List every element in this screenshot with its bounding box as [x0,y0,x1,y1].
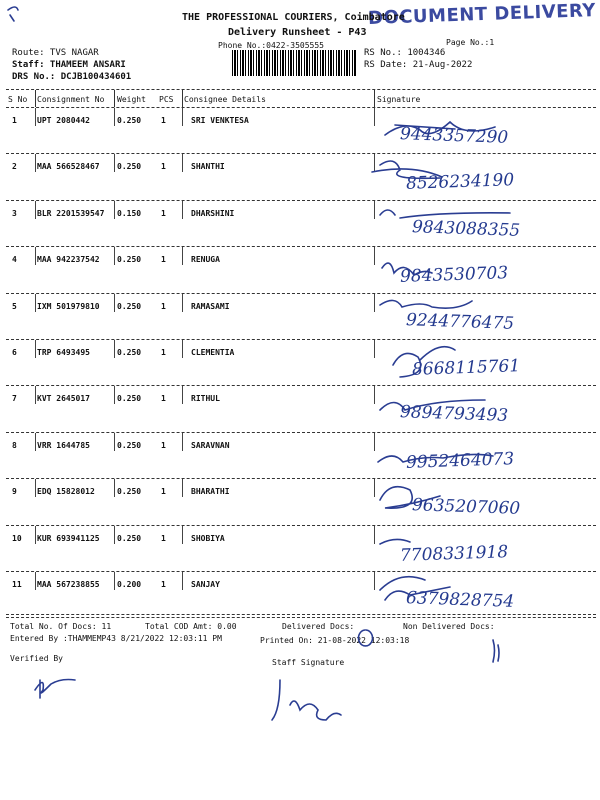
row-sno: 5 [12,301,17,311]
row-sno: 8 [12,440,17,450]
col-sno: S No [8,95,28,104]
row-sno: 2 [12,162,17,172]
row-sno: 11 [12,580,22,589]
row-weight: 0.250 [117,255,142,265]
row-consignee: SARAVNAN [191,440,230,450]
row-consignee: SHANTHI [191,162,225,172]
col-consignee: Consignee Details [184,95,266,104]
row-pcs: 1 [161,487,166,497]
total-cod: Total COD Amt: 0.00 [145,622,237,631]
row-consignment: VRR 1644785 [37,440,90,450]
row-consignee: BHARATHI [191,487,230,497]
staff-name: Staff: THAMEEM ANSARI [12,60,126,70]
row-consignment: KVT 2645017 [37,394,90,404]
row-weight: 0.250 [117,162,142,172]
page-number: Page No.:1 [446,38,495,47]
row-pcs: 1 [161,162,166,172]
row-consignment: IXM 501979810 [37,301,100,311]
row-pcs: 1 [161,533,166,543]
row-sno: 3 [12,208,17,218]
signature-phone: 9894793493 [399,402,509,427]
row-weight: 0.250 [117,301,142,311]
row-pcs: 1 [161,116,166,125]
row-weight: 0.250 [117,348,142,357]
row-consignment: EDQ 15828012 [37,487,95,497]
row-consignment: KUR 693941125 [37,533,100,543]
row-sno: 7 [12,394,17,404]
signature-phone: 8526234190 [405,170,515,195]
col-consignment: Consignment No [37,95,105,104]
staff-signature-label: Staff Signature [272,658,345,667]
row-consignee: SHOBIYA [191,533,225,543]
signature-phone: 9843088355 [411,216,521,241]
col-weight: Weight [117,95,146,104]
row-pcs: 1 [161,580,166,589]
row-consignment: BLR 2201539547 [37,208,105,218]
signature-phone: 8668115761 [411,356,521,380]
printed-on: Printed On: 21-08-2022 12:03:18 [260,636,410,645]
signature-phone: 9635207060 [411,495,521,520]
total-docs: Total No. Of Docs: 11 [10,622,112,631]
row-pcs: 1 [161,301,166,311]
drs-number: DRS No.: DCJB100434601 [12,72,132,82]
route: Route: TVS NAGAR [12,48,99,58]
row-consignee: DHARSHINI [191,208,235,218]
rs-number: RS No.: 1004346 [364,48,446,58]
col-pcs: PCS [159,95,174,104]
row-weight: 0.250 [117,440,142,450]
row-sno: 9 [12,487,17,497]
row-weight: 0.250 [117,116,142,125]
rs-date: RS Date: 21-Aug-2022 [364,60,473,70]
col-signature: Signature [377,95,421,104]
row-consignee: RENUGA [191,255,220,265]
row-sno: 10 [12,533,22,543]
row-consignment: MAA 566528467 [37,162,100,172]
runsheet-title: Delivery Runsheet - P43 [228,27,367,38]
row-sno: 6 [12,348,17,357]
row-consignment: MAA 567238855 [37,580,100,589]
delivered-docs: Delivered Docs: [282,622,355,631]
non-delivered-docs: Non Delivered Docs: [403,622,495,631]
row-consignment: MAA 942237542 [37,255,100,265]
row-weight: 0.250 [117,394,142,404]
row-consignee: RAMASAMI [191,301,230,311]
signature-phone: 9244776475 [405,309,515,334]
row-consignee: SRI VENKTESA [191,116,249,125]
signature-phone: 9952464073 [405,448,515,473]
row-sno: 4 [12,255,17,265]
signature-phone: 6379828754 [405,588,515,612]
row-consignment: TRP 6493495 [37,348,90,357]
company-name: THE PROFESSIONAL COURIERS, Coimbatore [182,12,405,23]
row-weight: 0.250 [117,487,142,497]
verified-by: Verified By [10,654,63,663]
row-pcs: 1 [161,394,166,404]
entered-by: Entered By :THAMMEMP43 8/21/2022 12:03:11 PM [10,634,222,643]
signature-phone: 9843530703 [399,263,509,288]
signature-phone: 9443357290 [399,124,509,148]
row-pcs: 1 [161,208,166,218]
row-weight: 0.250 [117,533,142,543]
row-consignee: CLEMENTIA [191,348,235,357]
row-pcs: 1 [161,255,166,265]
row-sno: 1 [12,116,17,125]
row-pcs: 1 [161,348,166,357]
row-pcs: 1 [161,440,166,450]
row-consignee: SANJAY [191,580,220,589]
signature-phone: 7708331918 [399,541,509,566]
row-consignment: UPT 2080442 [37,116,90,125]
row-consignee: RITHUL [191,394,220,404]
row-weight: 0.150 [117,208,142,218]
phone-number: Phone No.:0422-3505555 [218,41,324,50]
document-delivery-stamp: DOCUMENT DELIVERY [367,0,597,29]
row-weight: 0.200 [117,580,142,589]
